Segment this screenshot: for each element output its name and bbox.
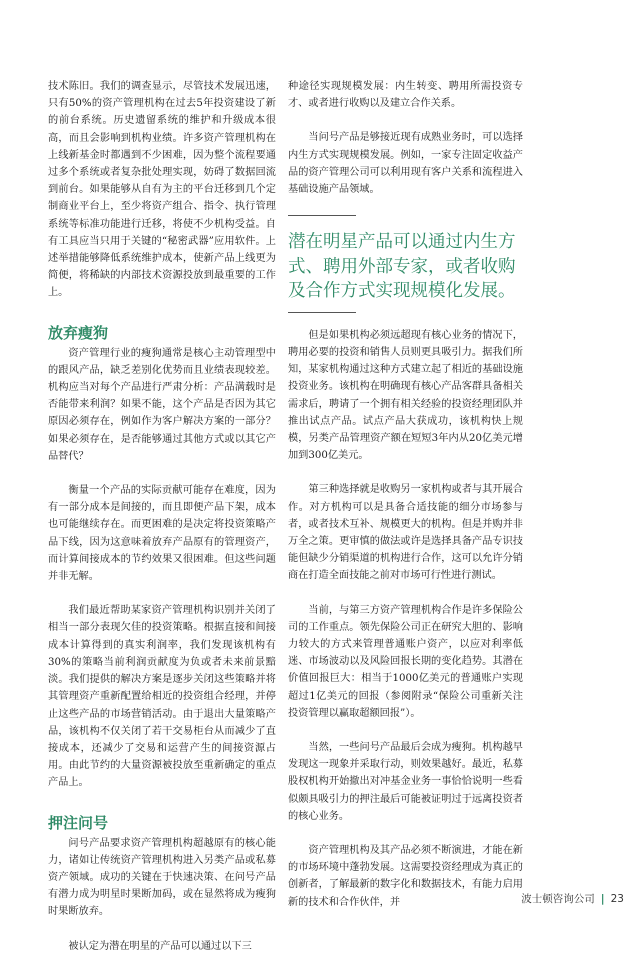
paragraph: 当然，一些问号产品最后会成为瘦狗。机构越早发现这一现象并采取行动，则效果越好。最近，私募股权机构开始撤出对冲基金业务一事恰恰说明一些看似颇具吸引力的押注最后可能被证明过于远离投资者的核心业务。 [288, 741, 523, 822]
page-number: 23 [610, 892, 624, 905]
right-column [288, 78, 523, 928]
paragraph: 当前，与第三方资产管理机构合作是许多保险公司的工作重点。领先保险公司正在研究大胆的、影响力较大的方式来管理普通账户资产，以应对利率低迷、市场波动以及风险回报长期的变化趋势。其潜在价值回报巨大：相当于1000亿美元的普通账户实现超过1亿美元的回报（参阅附录“保险公司重新关注投资管理以赢取超额回报”）。 [288, 604, 523, 719]
paragraph: 资产管理行业的瘦狗通常是核心主动管理型中的跟风产品，缺乏差别化优势而且业绩表现较差。机构应当对每个产品进行严肃分析：产品满载时是否能带来利润？如果不能，这个产品是否因为其它原因必须存在，例如作为客户解决方案的一部分？如果必须存在，是否能够通过其他方式或以其它产品替代？ [48, 347, 276, 462]
paragraph: 种途径实现规模发展：内生转变、聘用所需投资专才、或者进行收购以及建立合作关系。 [288, 81, 523, 110]
pull-quote: 潜在明星产品可以通过内生方式、聘用外部专家，或者收购及合作方式实现规模化发展。 [288, 232, 516, 302]
paragraph: 但是如果机构必须远超现有核心业务的情况下，聘用必要的投资和销售人员则更具吸引力。据我们所知，某家机构通过这种方式建立起了相近的基础设施投资业务。该机构在明确现有核心产品客群具备相关需求后，聘请了一个拥有相关经验的投资经理团队并推出试点产品。试点产品大获成功，该机构快上规模，另类产品管理资产额在短短3年内从20亿美元增加到300亿美元。 [288, 329, 523, 462]
paragraph: 问号产品要求资产管理机构超越原有的核心能力，诸如让传统资产管理机构进入另类产品或私募资产领域。成功的关键在于快速决策、在问号产品有潜力成为明星时果断加码，或在显然将成为瘦狗时果断放弃。 [48, 837, 276, 918]
paragraph: 我们最近帮助某家资产管理机构识别并关闭了相当一部分表现欠佳的投资策略。根据直接和间接成本计算得到的真实利润率，我们发现该机构有30%的策略当前利润贡献度为负或者未来前景黯淡。我们提供的解决方案是逐步关闭这些策略并将其管理资产重新配置给相近的投资组合经理，并停止这些产品的市场营销活动。由于退出大量策略产品，该机构不仅关闭了若干交易柜台从而减少了直接成本，还减少了交易和运营产生的间接资源占用。由此节约的大量资源被投放至重新确定的重点产品上。 [48, 605, 276, 789]
page-footer [521, 891, 624, 906]
pullquote-rule-bottom [288, 312, 356, 313]
footer-company: 波士顿咨询公司 [521, 893, 595, 905]
paragraph: 衡量一个产品的实际贡献可能存在难度，因为有一部分成本是间接的，而且即便产品下架，成本也可能继续存在。而更困难的是决定将投资策略产品下线，因为这意味着放弃产品原有的管理资产，而计算间接成本的节约效果又很困难。但这些问题并非无解。 [48, 485, 276, 583]
pullquote-rule-top [288, 215, 356, 216]
paragraph: 资产管理机构及其产品必须不断演进，才能在新的市场环境中蓬勃发展。这需要投资经理成为真正的创新者，了解最新的数字化和数据技术，有能力启用新的技术和合作伙伴，并 [288, 845, 523, 908]
paragraph: 第三种选择就是收购另一家机构或者与其开展合作。对方机构可以是具备合适技能的细分市场参与者，或者技术互补、规模更大的机构。但是并购并非万全之策。更审慎的做法或许是选择具备产品专识技能但缺少分销渠道的机构进行合作，这可以允许分销商在打造全面技能之前对市场可行性进行测试。 [288, 484, 523, 582]
section-heading-dogs: 放弃瘦狗 [48, 323, 109, 342]
left-column [48, 78, 276, 972]
paragraph: 技术陈旧。我们的调查显示，尽管技术发展迅速，只有50%的资产管理机构在过去5年投资建设了新的前台系统。历史遗留系统的维护和升级成本很高，而且会影响到机构业绩。许多资产管理机构在上线新基金时都遇到不少困难，因为整个流程要通过多个系统或者复杂批处理实现，妨碍了数据回流到前台。如果能够从自有为主的平台迁移到几个定制商业平台上，至少将资产组合、指令、执行管理系统等标准功能进行迁移，将使不少机构受益。自有工具应当只用于关键的“秘密武器”应用软件。上述举措能够降低系统维护成本，使新产品上线更为简便，将稀缺的内部技术资源投放到最重要的工作上。 [48, 81, 276, 299]
paragraph: 被认定为潜在明星的产品可以通过以下三 [68, 940, 252, 952]
paragraph: 当问号产品是够接近现有成熟业务时，可以选择内生方式实现规模发展。例如，一家专注固定收益产品的资产管理公司可以利用现有客户关系和流程进入基础设施产品领域。 [288, 132, 523, 196]
section-heading-question-marks: 押注问号 [48, 813, 109, 832]
footer-separator: | [600, 892, 605, 905]
